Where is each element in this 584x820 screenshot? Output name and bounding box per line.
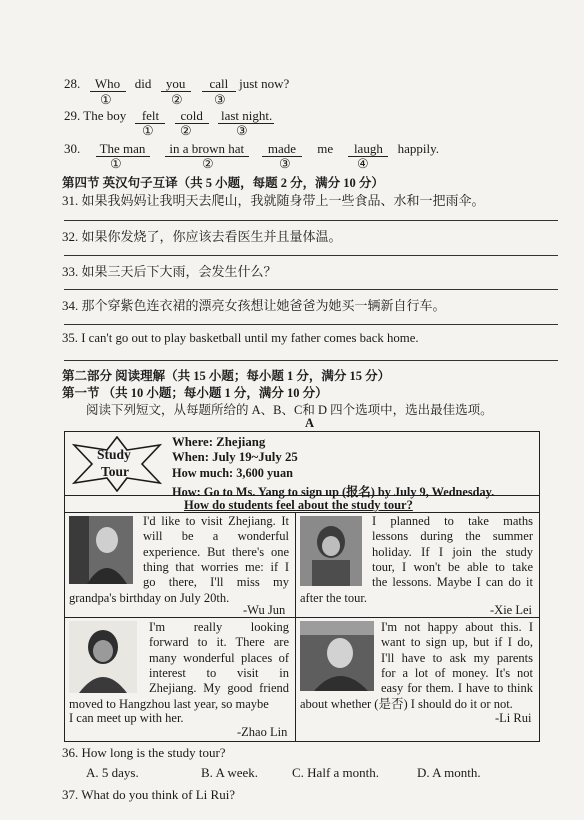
info-where: Where: Zhejiang [172, 435, 266, 449]
marker-1: ① [100, 92, 112, 107]
word: did [134, 76, 152, 91]
q29-line [64, 108, 274, 124]
q36-option-c[interactable]: C. Half a month. [292, 765, 380, 780]
marker-2: ② [171, 92, 183, 107]
passage-letter: A [305, 416, 315, 430]
q34-prompt: 34. 那个穿紫色连衣裙的漂亮女孩想让她爸爸为她买一辆新自行车。 [62, 298, 446, 313]
info-cost: How much: 3,600 yuan [172, 466, 293, 480]
marker-1: ① [142, 123, 154, 138]
zhao-lin-text: I'm really looking forward to it. There are many wonderful places of interest to visit in Zhejiang. My good friend [149, 620, 289, 696]
zhao-lin-text: I can meet up with her. [69, 711, 184, 725]
signature-li-rui: -Li Rui [495, 711, 532, 725]
signature-xie-lei: -Xie Lei [490, 603, 532, 617]
answer-line [64, 360, 558, 361]
underlined-word: made [262, 142, 302, 157]
student-photo-zhao-lin [69, 621, 137, 693]
marker-2: ② [202, 156, 214, 171]
student-photo-li-rui [300, 621, 374, 691]
info-how: How: Go to Ms. Yang to sign up (报名) by July 9, Wednesday. [172, 485, 495, 499]
signature-wu-jun: -Wu Jun [243, 603, 286, 617]
marker-3: ③ [214, 92, 226, 107]
word: me [317, 141, 334, 156]
q33-prompt: 33. 如果三天后下大雨，会发生什么？ [62, 264, 277, 279]
student-photo-wu-jun [69, 516, 133, 584]
q32-prompt: 32. 如果你发烧了，你应该去看医生并且量体温。 [62, 229, 342, 244]
word: just now? [239, 76, 290, 91]
zhao-lin-text: moved to Hangzhou last year, so maybe [69, 697, 269, 711]
answer-line [64, 220, 558, 221]
section-header: 第四节 英汉句子互译（共 5 小题，每题 2 分，满分 10 分） [62, 176, 384, 190]
underlined-word: Who [90, 77, 126, 92]
q36-stem: 36. How long is the study tour? [62, 745, 226, 760]
divider [64, 512, 540, 513]
word: happily. [397, 141, 440, 156]
marker-4: ④ [357, 156, 369, 171]
q37-stem: 37. What do you think of Li Rui? [62, 787, 236, 802]
star-title: Tour [101, 464, 130, 479]
question-number: 30. [64, 141, 81, 156]
li-rui-text: I'm not happy about this. I want to sign up, but if I do, I'll have to ask my parents for a lot of money. It's not easy for them. I have to think [381, 620, 533, 696]
info-when: When: July 19~July 25 [172, 450, 298, 464]
q36-option-a[interactable]: A. 5 days. [86, 765, 139, 780]
marker-3: ③ [279, 156, 291, 171]
q36-option-b[interactable]: B. A week. [201, 765, 259, 780]
underlined-word: in a brown hat [165, 142, 249, 157]
underlined-word: last night. [218, 109, 274, 124]
wu-jun-text: I'd like to visit Zhejiang. It will be a wonderful experience. But there's one thing that worries me: if I go there, I'll miss my [143, 514, 289, 590]
answer-line [64, 255, 558, 256]
feel-title: How do students feel about the study tour? [184, 498, 413, 512]
li-rui-text: about whether (是否) I should do it or not. [300, 697, 513, 711]
underlined-word: cold [175, 109, 209, 124]
underlined-word: laugh [348, 142, 388, 157]
xie-lei-text: I planned to take maths lessons during the summer holiday. If I join the study tour, I won't be able to take the lessons. Maybe I can do it [372, 514, 533, 590]
part-header: 第二部分 阅读理解（共 15 小题；每小题 1 分，满分 15 分） [62, 369, 391, 383]
underlined-word: call [202, 77, 236, 92]
answer-line [64, 324, 558, 325]
q28-line [64, 76, 289, 92]
question-number: 28. [64, 76, 81, 91]
q30-line [64, 141, 439, 157]
xie-lei-text: after the tour. [300, 591, 367, 605]
q36-option-d[interactable]: D. A month. [417, 765, 481, 780]
divider [295, 512, 296, 741]
underlined-word: you [161, 77, 191, 92]
word: The boy [83, 108, 127, 123]
answer-line [64, 289, 558, 290]
q35-prompt: 35. I can't go out to play basketball until my father comes back home. [62, 331, 419, 345]
marker-2: ② [180, 123, 192, 138]
wu-jun-text: grandpa's birthday on July 20th. [69, 591, 230, 605]
q31-prompt: 31. 如果我妈妈让我明天去爬山，我就随身带上一些食品、水和一把雨伞。 [62, 193, 485, 208]
section-header: 第一节 （共 10 小题；每小题 1 分，满分 10 分） [62, 386, 328, 400]
signature-zhao-lin: -Zhao Lin [237, 725, 288, 739]
divider [64, 617, 540, 618]
instruction: 阅读下列短文，从每题所给的 A、B、C和 D 四个选项中，选出最佳选项。 [86, 403, 493, 417]
star-title: Study [97, 447, 131, 462]
student-photo-xie-lei [300, 516, 362, 586]
underlined-word: felt [135, 109, 165, 124]
question-number: 29. [64, 108, 81, 123]
underlined-word: The man [96, 142, 150, 157]
marker-1: ① [110, 156, 122, 171]
marker-3: ③ [236, 123, 248, 138]
